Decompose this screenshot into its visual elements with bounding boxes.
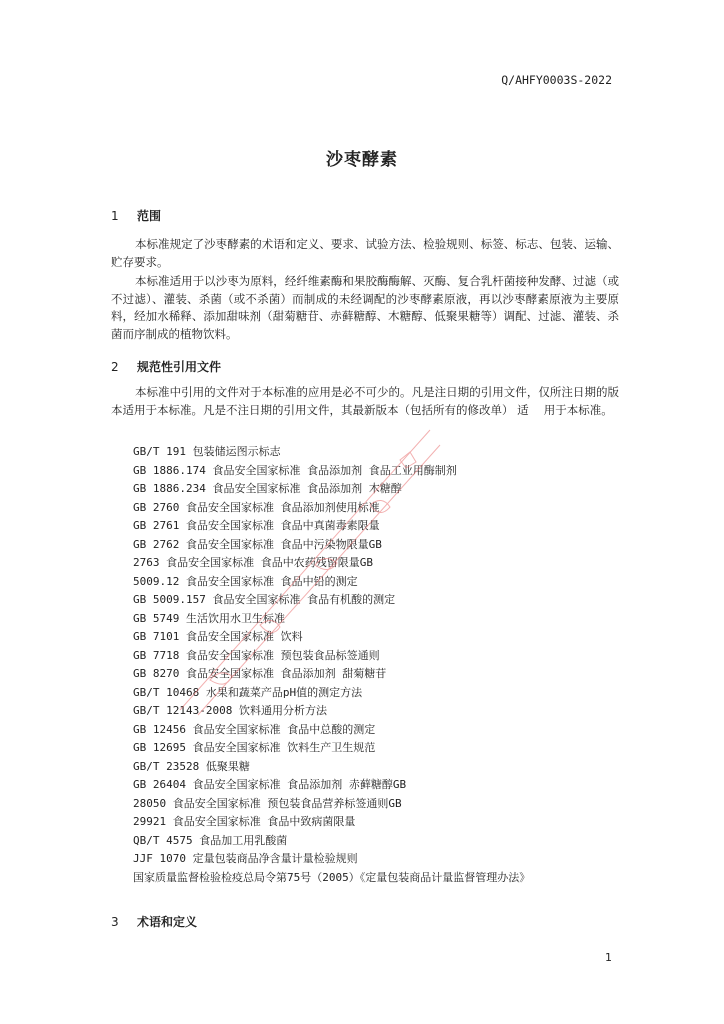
section-title: 规范性引用文件 xyxy=(137,360,222,374)
reference-item: QB/T 4575 食品加工用乳酸菌 xyxy=(133,833,288,847)
section-heading-normative xyxy=(111,358,221,375)
reference-item: GB 26404 食品安全国家标准 食品添加剂 赤藓糖醇GB xyxy=(133,778,407,791)
reference-item: GB 2760 食品安全国家标准 食品添加剂使用标准 xyxy=(133,500,380,514)
reference-item: GB 12456 食品安全国家标准 食品中总酸的测定 xyxy=(133,722,376,736)
reference-item: 28050 食品安全国家标准 预包装食品营养标签通则GB xyxy=(133,796,402,810)
section-heading-terms xyxy=(111,913,197,930)
reference-item: GB 7718 食品安全国家标准 预包装食品标签通则 xyxy=(133,648,380,662)
reference-item: GB 5749 生活饮用水卫生标准 xyxy=(133,611,285,625)
section-title: 术语和定义 xyxy=(137,915,198,929)
reference-item: 5009.12 食品安全国家标准 食品中铅的测定 xyxy=(133,574,358,588)
reference-list xyxy=(133,443,613,887)
reference-item: GB 5009.157 食品安全国家标准 食品有机酸的测定 xyxy=(133,593,396,606)
reference-item: GB 1886.174 食品安全国家标准 食品添加剂 食品工业用酶制剂 xyxy=(133,463,457,477)
reference-item: JJF 1070 定量包装商品净含量计量检验规则 xyxy=(133,852,358,865)
reference-item: GB 2761 食品安全国家标准 食品中真菌毒素限量 xyxy=(133,519,380,532)
reference-item: 2763 食品安全国家标准 食品中农药残留限量GB xyxy=(133,556,373,569)
section-number: 2 xyxy=(111,360,119,374)
reference-item: GB 2762 食品安全国家标准 食品中污染物限量GB xyxy=(133,537,382,551)
section-title: 范围 xyxy=(137,209,162,223)
reference-item: 29921 食品安全国家标准 食品中致病菌限量 xyxy=(133,815,356,828)
reference-item: GB/T 191 包装储运图示标志 xyxy=(133,445,281,458)
normative-intro-paragraph: 本标准中引用的文件对于本标准的应用是必不可少的。凡是注日期的引用文件，仅所注日期的版本适用于本标准。凡是不注日期的引用文件，其最新版本（包括所有的修改单） 适 用于本标准。 xyxy=(111,385,619,417)
reference-item: GB 8270 食品安全国家标准 食品添加剂 甜菊糖苷 xyxy=(133,667,387,680)
scope-paragraph-1: 本标准规定了沙枣酵素的术语和定义、要求、试验方法、检验规则、标签、标志、包装、运输、贮存要求。 xyxy=(111,237,619,269)
section-number: 1 xyxy=(111,209,119,223)
scope-paragraph-2: 本标准适用于以沙枣为原料，经纤维素酶和果胶酶酶解、灭酶、复合乳杆菌接种发酵、过滤（或不过滤）、灌装、杀菌（或不杀菌）而制成的未经调配的沙枣酵素原液，再以沙枣酵素原液为主要原料，经加水稀释、添加甜味剂（甜菊糖苷、赤藓糖醇、木糖醇、低聚果糖等）调配、过滤、灌装、杀菌而序制成的植物饮料。 xyxy=(111,274,619,341)
reference-item: GB/T 12143-2008 饮料通用分析方法 xyxy=(133,704,327,717)
reference-item: GB 12695 食品安全国家标准 饮料生产卫生规范 xyxy=(133,741,376,754)
page-number: 1 xyxy=(605,951,612,964)
reference-item: GB/T 23528 低聚果糖 xyxy=(133,759,250,773)
standard-code: Q/AHFY0003S-2022 xyxy=(501,73,612,87)
reference-item: GB 7101 食品安全国家标准 饮料 xyxy=(133,630,303,643)
reference-item: 国家质量监督检验检疫总局令第75号（2005）《定量包装商品计量监督管理办法》 xyxy=(133,870,531,884)
section-number: 3 xyxy=(111,915,119,929)
reference-item: GB/T 10468 水果和蔬菜产品pH值的测定方法 xyxy=(133,685,363,699)
section-heading-scope xyxy=(111,207,161,224)
reference-item: GB 1886.234 食品安全国家标准 食品添加剂 木糖醇 xyxy=(133,482,402,495)
document-title: 沙枣酵素 xyxy=(326,150,398,170)
